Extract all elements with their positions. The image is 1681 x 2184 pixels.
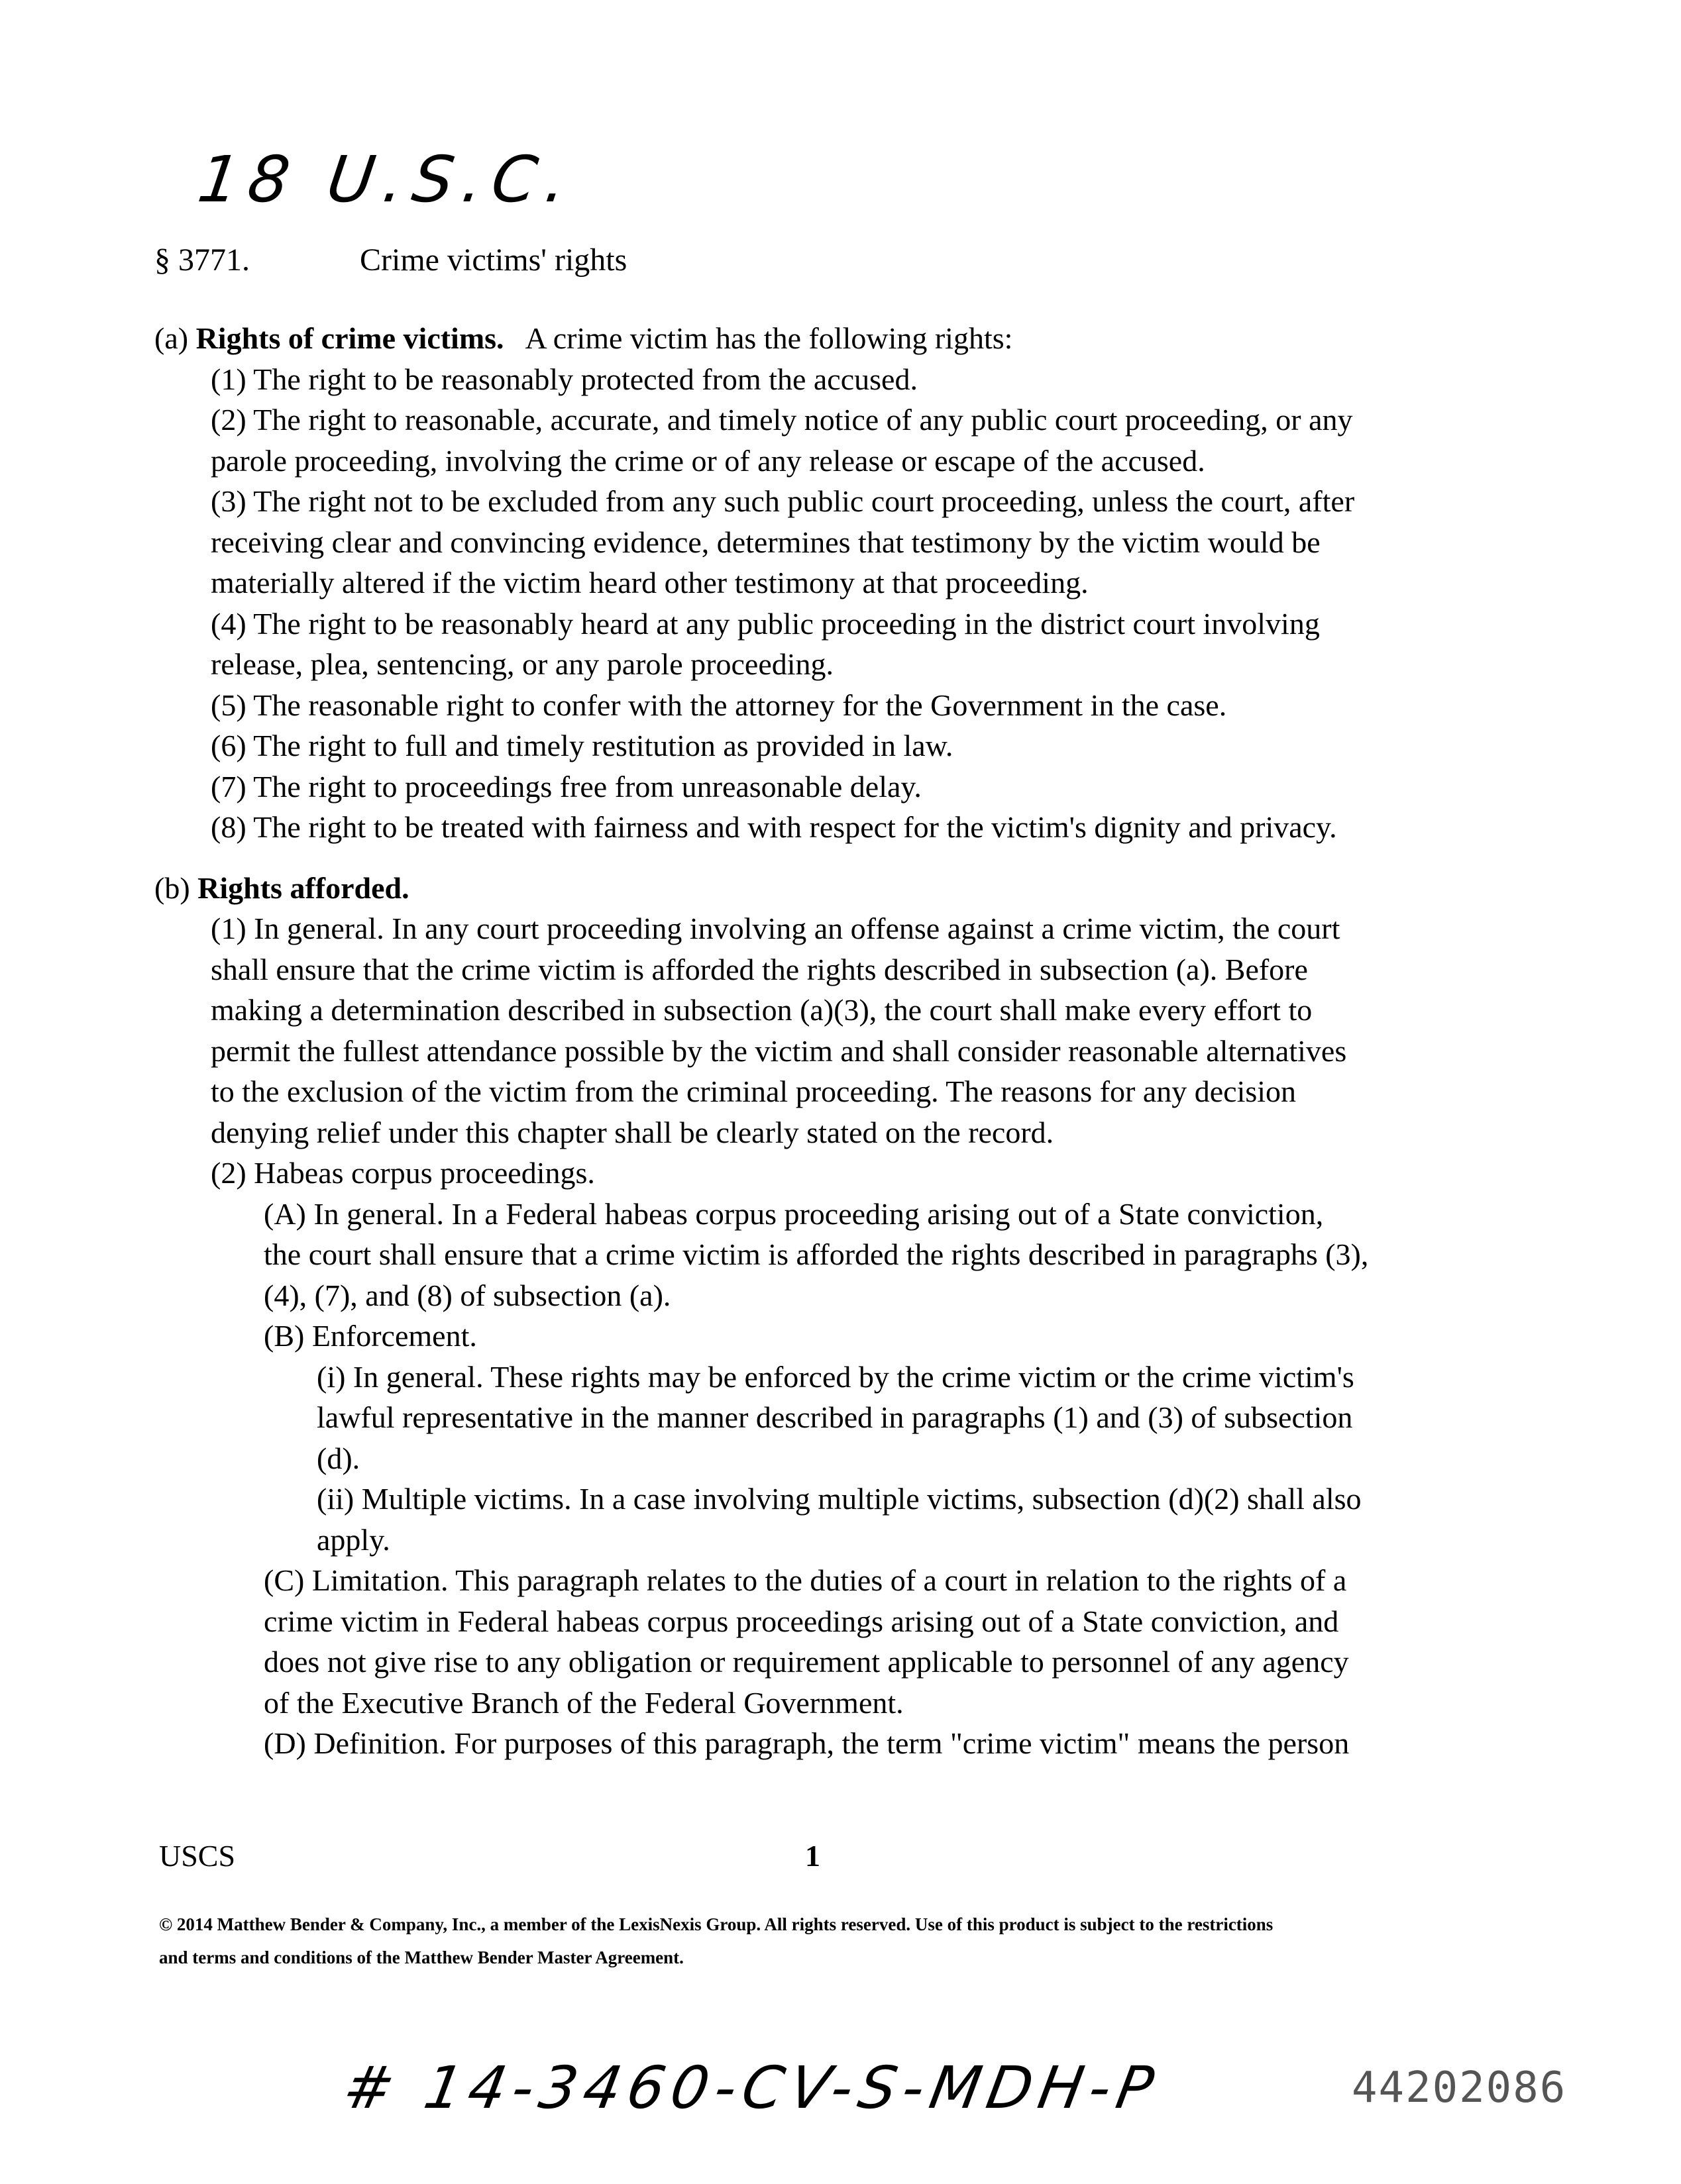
text-line: does not give rise to any obligation or requirement applicable to personnel of any agency <box>264 1645 1349 1679</box>
copyright-notice <box>159 1908 1550 1974</box>
handwritten-title: 18 U.S.C. <box>193 142 581 217</box>
subsection-a-title: Rights of crime victims. <box>195 321 504 355</box>
handwritten-case-number: # 14-3460-CV-S-MDH-P <box>338 2054 1166 2122</box>
text-line: and terms and conditions of the Matthew Bender Master Agreement. <box>159 1948 684 1967</box>
right-item <box>154 725 1546 766</box>
subsection-a-intro: A crime victim has the following rights: <box>525 321 1013 355</box>
paragraph-b2D <box>154 1723 1546 1764</box>
section-heading <box>154 242 627 278</box>
statute-body <box>154 318 1546 1784</box>
text-line: lawful representative in the manner described in paragraphs (1) and (3) of subsection <box>317 1400 1353 1434</box>
text-line: (C) Limitation. This paragraph relates to the duties of a court in relation to the rights of a <box>264 1563 1347 1597</box>
subsection-a-heading <box>154 318 1546 359</box>
right-item-line: (2) The right to reasonable, accurate, and timely notice of any public court proceeding, or any <box>211 403 1353 437</box>
text-line: apply. <box>317 1522 390 1557</box>
text-line: permit the fullest attendance possible by the victim and shall consider reasonable alternatives <box>211 1033 1347 1068</box>
right-item-line: (4) The right to be reasonably heard at any public proceeding in the district court involving <box>211 606 1320 641</box>
footer-publication: USCS <box>159 1839 236 1873</box>
paragraph-b1 <box>154 908 1546 1153</box>
text-line: of the Executive Branch of the Federal Government. <box>264 1685 904 1720</box>
text-line: denying relief under this chapter shall be clearly stated on the record. <box>211 1115 1054 1149</box>
paragraph-b2Bii <box>154 1479 1546 1560</box>
right-item <box>154 481 1546 603</box>
right-item-line: receiving clear and convincing evidence, determines that testimony by the victim would be <box>211 525 1321 559</box>
paragraph-b2A <box>154 1194 1546 1316</box>
text-line: (i) In general. These rights may be enforced by the crime victim or the crime victim's <box>317 1359 1354 1394</box>
text-line: the court shall ensure that a crime victim is afforded the rights described in paragraphs (3), <box>264 1237 1369 1271</box>
paragraph-b2B-heading: (B) Enforcement. <box>264 1319 477 1353</box>
stamp-number: 44202086 <box>1352 2063 1567 2112</box>
right-item-line: materially altered if the victim heard other testimony at that proceeding. <box>211 566 1089 599</box>
text-line: shall ensure that the crime victim is afforded the rights described in subsection (a). Before <box>211 952 1308 986</box>
right-item-line: (6) The right to full and timely restitution as provided in law. <box>211 729 953 762</box>
paragraph-b2-heading: (2) Habeas corpus proceedings. <box>211 1156 595 1190</box>
rights-list <box>154 359 1546 848</box>
right-item <box>154 399 1546 481</box>
right-item <box>154 807 1546 848</box>
subsection-b-title: Rights afforded. <box>197 870 409 905</box>
paragraph-b2C <box>154 1560 1546 1723</box>
text-line: © 2014 Matthew Bender & Company, Inc., a member of the LexisNexis Group. All rights reserved. Use of this product is subject to the restrictions <box>159 1914 1274 1934</box>
text-line: (ii) Multiple victims. In a case involving multiple victims, subsection (d)(2) shall also <box>317 1482 1362 1516</box>
section-number: § 3771. <box>154 242 250 278</box>
text-line: (1) In general. In any court proceeding involving an offense against a crime victim, the court <box>211 911 1340 945</box>
paragraph-b2Bi <box>154 1357 1546 1479</box>
text-line: (A) In general. In a Federal habeas corpus proceeding arising out of a State conviction, <box>264 1196 1324 1231</box>
right-item <box>154 766 1546 807</box>
text-line: making a determination described in subsection (a)(3), the court shall make every effort to <box>211 993 1313 1027</box>
right-item-line: release, plea, sentencing, or any parole proceeding. <box>211 647 834 681</box>
right-item-line: (3) The right not to be excluded from any such public court proceeding, unless the court, after <box>211 484 1355 518</box>
right-item <box>154 685 1546 726</box>
right-item <box>154 603 1546 685</box>
right-item-line: parole proceeding, involving the crime or of any release or escape of the accused. <box>211 443 1205 478</box>
text-line: to the exclusion of the victim from the criminal proceeding. The reasons for any decision <box>211 1074 1297 1108</box>
text-line: crime victim in Federal habeas corpus proceedings arising out of a State conviction, and <box>264 1604 1339 1638</box>
footer-page-number: 1 <box>805 1839 820 1873</box>
subsection-b-heading <box>154 868 1546 909</box>
right-item <box>154 359 1546 400</box>
right-item-line: (7) The right to proceedings free from unreasonable delay. <box>211 769 922 804</box>
right-item-line: (5) The reasonable right to confer with the attorney for the Government in the case. <box>211 688 1227 722</box>
right-item-line: (1) The right to be reasonably protected from the accused. <box>211 362 918 396</box>
subsection-a-label: (a) <box>154 321 189 355</box>
subsection-b <box>154 868 1546 1764</box>
text-line: (d). <box>317 1441 360 1475</box>
right-item-line: (8) The right to be treated with fairness and with respect for the victim's dignity and privacy. <box>211 810 1337 844</box>
subsection-a <box>154 318 1546 848</box>
text-line: (4), (7), and (8) of subsection (a). <box>264 1278 671 1312</box>
section-title: Crime victims' rights <box>360 242 627 278</box>
subsection-b-label: (b) <box>154 870 190 905</box>
text-line: (D) Definition. For purposes of this paragraph, the term "crime victim" means the person <box>264 1726 1350 1760</box>
